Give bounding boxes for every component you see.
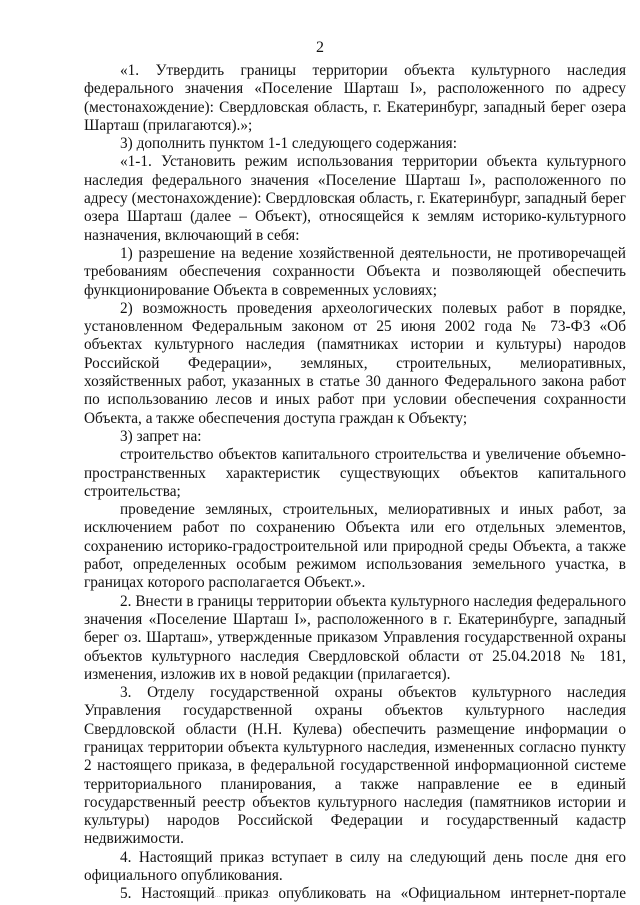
footer-rule bbox=[150, 896, 270, 900]
paragraph-item-1-1: «1-1. Установить режим использования территории объекта культурного наследия федерального значения «Поселение Шарташ I», расположенного по адресу (местонахождение): Свердловская область, г. Екатеринбург, западный берег озера Шарташ (далее – Объект), относящейся к землям историко-культурного назначения, включающий в себя: bbox=[84, 153, 626, 244]
paragraph-subitem-2: 2) возможность проведения археологических полевых работ в порядке, установленном Федеральным законом от 25 июня 2002 года № 73-ФЗ «Об объектах культурного наследия (памятниках истории и культуры) народов Российской Федерации», земляных, строительных, мелиоративных, хозяйственных работ, указанных в статье 30 данного Федерального закона работ по использованию лесов и иных работ при условии обеспечения сохранности Объекта, а также обеспечения доступа граждан к Объекту; bbox=[84, 299, 626, 427]
paragraph-item-3: 3. Отделу государственной охраны объектов культурного наследия Управления государственной охраны объектов культурного наследия Свердловской области (Н.Н. Кулева) обеспечить размещение информации о границах территории объекта культурного наследия, измененных согласно пункту 2 настоящего приказа, в федеральной государственной информационной системе территориального планирования, а также направление ее в единый государственный реестр объектов культурного наследия (памятников истории и культуры) народов Российской Федерации и государственный кадастр недвижимости. bbox=[84, 684, 626, 848]
document-body bbox=[84, 62, 626, 904]
paragraph-item-5: 5. Настоящий приказ опубликовать на «Официальном интернет-портале bbox=[120, 885, 626, 903]
paragraph-item-1: «1. Утвердить границы территории объекта культурного наследия федерального значения «Поселение Шарташ I», расположенного по адресу (местонахождение): Свердловская область, г. Екатеринбург, западный берег озера Шарташ (прилагаются).»; bbox=[84, 62, 626, 134]
paragraph-subitem-3: 3) запрет на: bbox=[120, 427, 202, 445]
paragraph-item-3-intro: 3) дополнить пунктом 1-1 следующего содержания: bbox=[120, 135, 457, 153]
paragraph-prohibition-construction: строительство объектов капитального строительства и увеличение объемно-пространственных характеристик существующих объектов капитального строительства; bbox=[84, 446, 626, 500]
page-number: 2 bbox=[316, 39, 324, 56]
paragraph-subitem-1: 1) разрешение на ведение хозяйственной деятельности, не противоречащей требованиям обеспечения сохранности Объекта и позволяющей обеспечить функционирование Объекта в современных условиях; bbox=[84, 244, 626, 299]
paragraph-item-4: 4. Настоящий приказ вступает в силу на следующий день после дня его официального опубликования. bbox=[84, 848, 626, 885]
paragraph-prohibition-works: проведение земляных, строительных, мелиоративных и иных работ, за исключением работ по сохранению Объекта или его отдельных элементов, сохранению историко-градостроительной или природной среды Объекта, а также работ, определенных особым режимом использования земельного участка, в границах которого располагается Объект.». bbox=[84, 501, 626, 592]
paragraph-item-2: 2. Внести в границы территории объекта культурного наследия федерального значения «Поселение Шарташ I», расположенного в г. Екатеринбурге, западный берег оз. Шарташ», утвержденные приказом Управления государственной охраны объектов культурного наследия Свердловской области от 25.04.2018 № 181, изменения, изложив их в новой редакции (прилагается). bbox=[84, 592, 626, 683]
